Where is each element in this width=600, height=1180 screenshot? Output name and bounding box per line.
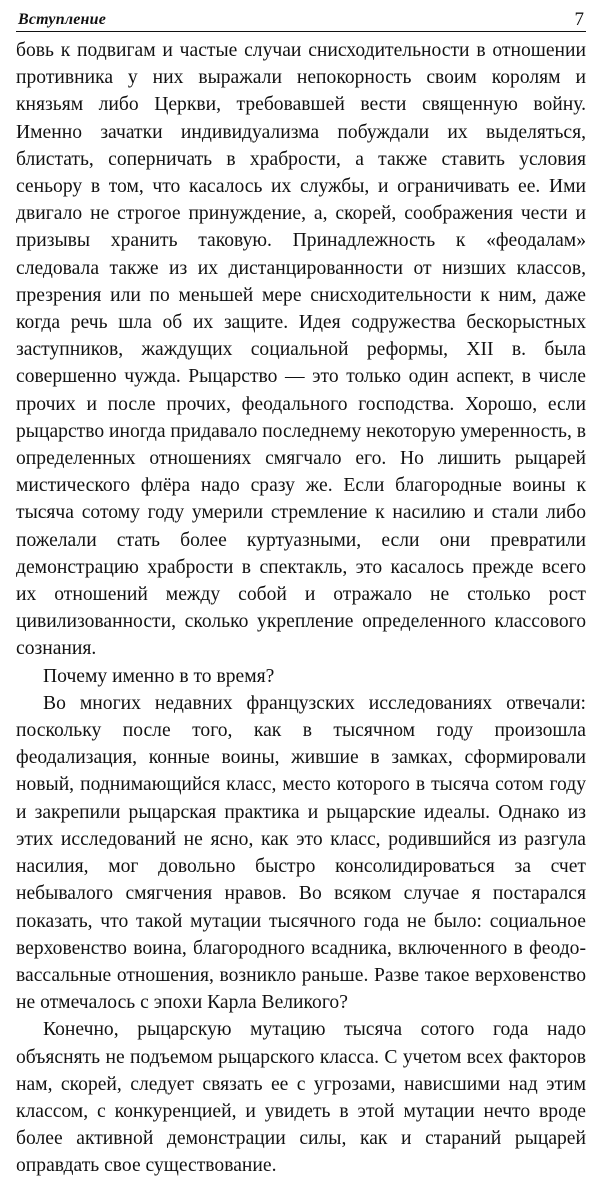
page-number: 7 — [574, 9, 584, 30]
text-body — [16, 37, 586, 1180]
paragraph-continuation: бовь к подвигам и частые случаи снисходительности в отношении противника у них выражали непокорность своим королям и князьям либо Церкви, требовавшей вести священную войну. Именно зачатки индивидуализма побуждали их выделяться, блистать, соперничать в храбрости, а также ставить условия сеньору в том, что касалось их службы, и ограничивать ее. Ими двигало не строгое принуждение, а, скорей, соображения чести и призывы хранить таковую. Принадлежность к «феодалам» следовала также из их дистанцированности от низших классов, презрения или по меньшей мере снисходительности к ним, даже когда речь шла об их защите. Идея содружества бескорыстных заступников, жаждущих социальной реформы, XII в. была совершенно чужда. Рыцарство — это только один аспект, в числе прочих и после прочих, феодального господства. Хорошо, если рыцарство иногда придавало последнему некоторую умеренность, в определенных отношениях смягчало его. Но лишить рыцарей мистического флёра надо сразу же. Если благородные воины к тысяча сотому году умерили стремление к насилию и стали либо пожелали стать более куртуазными, если они превратили демонстрацию храбрости в спектакль, это касалось прежде всего их отношений между собой и отражало не столько рост цивилизованности, сколько укрепление определенного классового сознания. — [16, 40, 586, 660]
running-title: Вступление — [18, 11, 107, 28]
paragraph-research: Во многих недавних французских исследованиях отвечали: поскольку после того, как в тысячном году произошла феодализация, конные воины, жившие в замках, сформировали новый, поднимающийся класс, место которого в тысяча сотом году и закрепили рыцарская практика и рыцарские идеалы. Однако из этих исследований не ясно, как это класс, родившийся из разгула насилия, мог довольно быстро консолидироваться за счет небывалого смягчения нравов. Во всяком случае я постарался показать, что такой мутации тысячного года не было: социальное верховенство воина, благородного всадника, включенного в феодо-вассальные отношения, возникло раньше. Разве такое верховенство не отмечалось с эпохи Карла Великого? — [16, 692, 586, 1014]
paragraph-conclusion: Конечно, рыцарскую мутацию тысяча сотого года надо объяснять не подъемом рыцарского класса. С учетом всех факторов нам, скорей, следует связать ее с угрозами, нависшими над этим классом, с конкуренцией, и увидеть в этой мутации нечто вроде более активной демонстрации силы, как и стараний рыцарей оправдать свое существование. — [16, 1019, 586, 1177]
running-header — [16, 6, 586, 32]
paragraph-question: Почему именно в то время? — [43, 665, 275, 687]
